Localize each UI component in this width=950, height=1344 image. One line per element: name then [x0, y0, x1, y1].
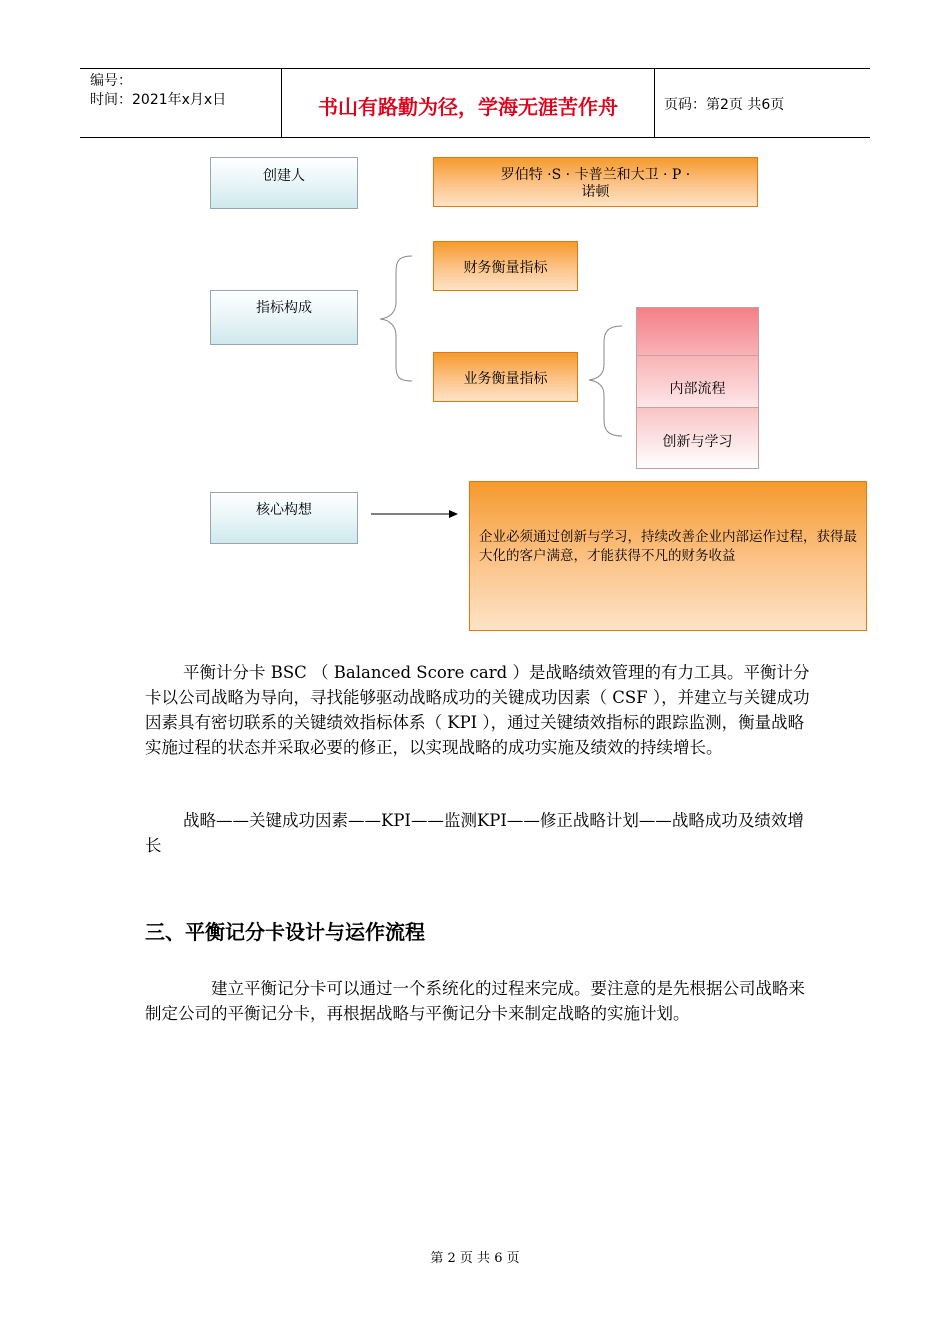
creator-label: 创建人: [263, 168, 305, 184]
indicator-label: 指标构成: [256, 300, 312, 316]
header-number: 编号：: [90, 73, 132, 89]
paragraph-strategy-chain: 战略——关键成功因素——KPI——监测KPI——修正战略计划——战略成功及绩效增长: [145, 811, 804, 855]
paragraph-bsc-intro: 平衡计分卡 BSC （ Balanced Score card ）是战略绩效管理的有力工具。平衡计分卡以公司战略为导向，寻找能够驱动战略成功的关键成功因素（ CSF ），并建立与关键成功因素具有密切联系的关键绩效指标体系（ KPI ），通过关键绩效指标的跟踪监测，衡量战略实施过程的状态并采取必要的修正，以实现战略的成功实施及绩效的持续增长。: [145, 663, 810, 757]
section-heading: 三、平衡记分卡设计与运作流程: [145, 920, 425, 944]
creator-value: 罗伯特 ·S · 卡普兰和大卫 · P ·: [500, 167, 691, 183]
header-page-info: 页码：第2页 共6页: [664, 97, 785, 113]
internal-process-label: 内部流程: [669, 381, 726, 397]
creator-value-line2: 诺顿: [581, 184, 610, 200]
business-brace: [589, 326, 622, 436]
page-footer: 第 2 页 共 6 页: [430, 1251, 520, 1266]
core-label: 核心构想: [256, 502, 312, 518]
innovation-label: 创新与学习: [662, 434, 733, 450]
paragraph-design-process: 建立平衡记分卡可以通过一个系统化的过程来完成。要注意的是先根据公司战略来制定公司的平衡记分卡，再根据战略与平衡记分卡来制定战略的实施计划。: [145, 979, 805, 1023]
core-arrow-head: [449, 510, 458, 518]
core-text: 企业必须通过创新与学习，持续改善企业内部运作过程，获得最大化的客户满意，才能获得不凡的财务收益: [479, 529, 857, 564]
financial-label: 财务衡量指标: [463, 260, 548, 276]
indicator-brace: [380, 256, 412, 381]
business-label: 业务衡量指标: [463, 371, 548, 387]
header-motto: 书山有路勤为径，学海无涯苦作舟: [318, 95, 618, 119]
header-time: 时间：2021年x月x日: [90, 92, 227, 108]
